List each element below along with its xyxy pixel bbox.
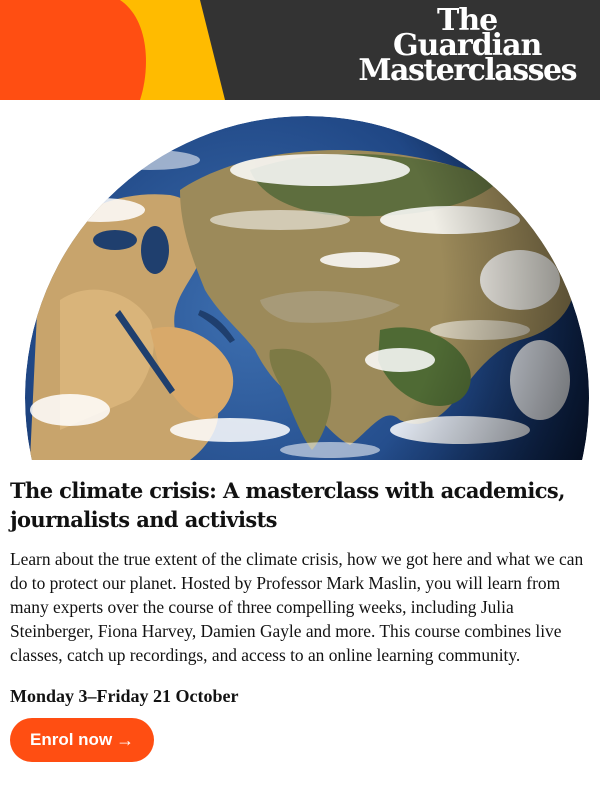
course-card <box>10 476 592 708</box>
course-dates: Monday 3–Friday 21 October <box>10 686 239 706</box>
logo-line-masterclasses: Masterclasses <box>358 53 576 89</box>
header-banner <box>0 0 600 100</box>
arrow-right-icon: → <box>116 729 135 750</box>
logo-line-guardian: Guardian <box>393 28 542 64</box>
hero-image <box>0 100 600 460</box>
logo-line-the: The <box>437 3 498 38</box>
earth-globe-icon <box>0 100 600 460</box>
enrol-now-button[interactable] <box>10 718 154 762</box>
course-title: The climate crisis: A masterclass with academics, journalists and activists <box>10 478 565 532</box>
decorative-shapes <box>0 0 230 100</box>
guardian-masterclasses-logo[interactable] <box>358 3 576 89</box>
course-description: Learn about the true extent of the climate crisis, how we got here and what we can do to protect our planet. Hosted by Professor Mark Maslin, you will learn from many experts over the course of three compelling weeks, including Julia Steinberger, Fiona Harvey, Damien Gayle and more. This course combines live classes, catch up recordings, and access to an online learning community. <box>10 549 584 665</box>
enrol-now-label: Enrol now <box>30 730 113 749</box>
